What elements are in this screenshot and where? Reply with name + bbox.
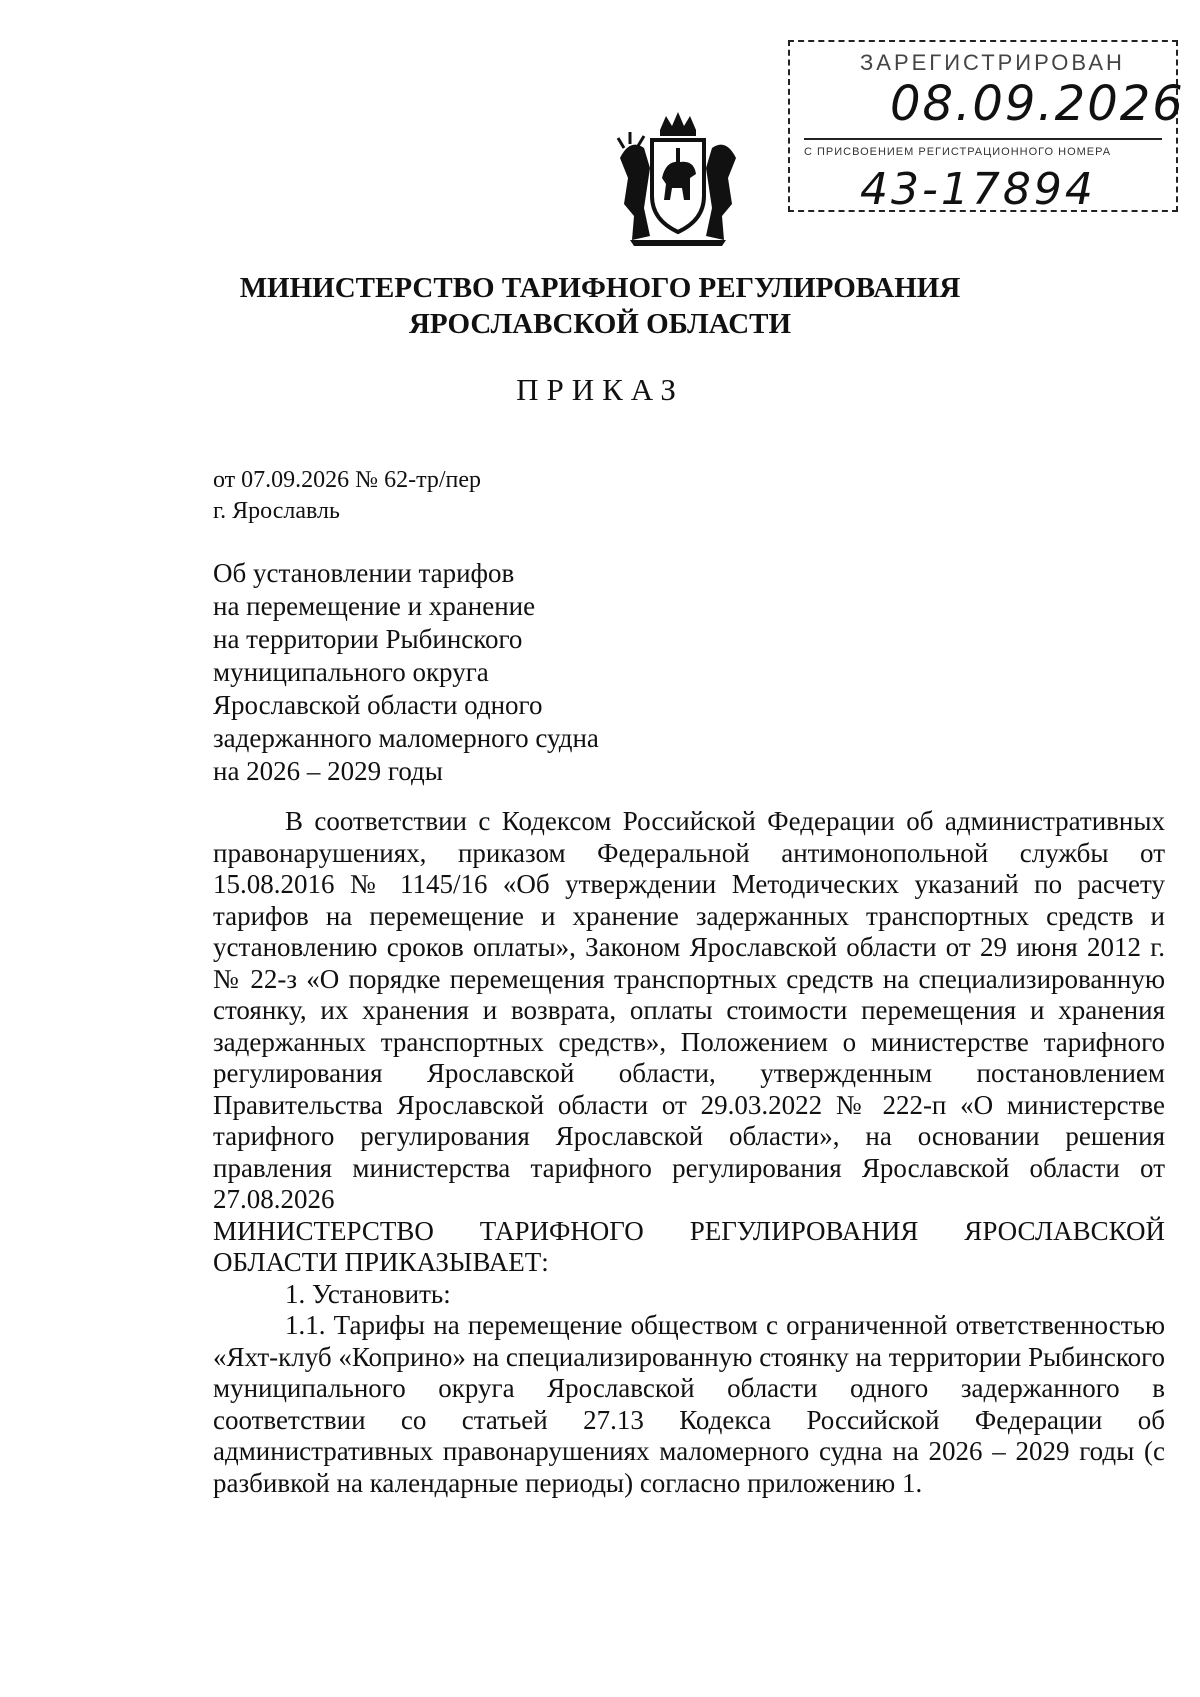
item-1: 1. Установить:: [285, 1278, 451, 1309]
ministry-name: [0, 270, 1200, 342]
subject-line: на перемещение и хранение: [213, 591, 536, 621]
ministry-name-line1: МИНИСТЕРСТВО ТАРИФНОГО РЕГУЛИРОВАНИЯ: [239, 272, 961, 304]
subject-line: на 2026 – 2029 годы: [213, 756, 443, 786]
stamp-divider: [804, 138, 1162, 140]
subject-line: Ярославской области одного: [213, 690, 543, 720]
stamp-header: ЗАРЕГИСТРИРОВАН: [860, 50, 1125, 75]
stamp-date: 08.09.2026: [890, 76, 1185, 132]
stamp-reg-number: 43-17894: [860, 164, 1096, 215]
document-meta: [213, 465, 481, 527]
place: г. Ярославль: [213, 498, 340, 524]
date-and-number: от 07.09.2026 № 62-тр/пер: [213, 467, 482, 493]
item-1-1: 1.1. Тарифы на перемещение обществом с ограниченной ответственностью «Яхт-клуб «Коприно» на специализированную стоянку на территории Рыбинского муниципального округа Ярославской области одного задержанного в соответствии со статьей 27.13 Кодекса Российской Федерации об административных правонарушениях маломерного судна на 2026 – 2029 годы (с разбивкой на календарные периоды) согласно приложению 1.: [213, 1310, 1165, 1498]
ministry-name-line2: ЯРОСЛАВСКОЙ ОБЛАСТИ: [408, 308, 792, 340]
subject-line: на территории Рыбинского: [213, 624, 523, 654]
subject-line: Об установлении тарифов: [213, 558, 515, 588]
coat-of-arms-icon: [610, 108, 746, 248]
document-type-title: ПРИКАЗ: [516, 372, 684, 407]
preamble-paragraph: В соответствии с Кодексом Российской Федерации об административных правонарушениях, приказом Федеральной антимонопольной службы от 15.08.2016 № 1145/16 «Об утверждении Методических указаний по расчету тарифов на перемещение и хранение задержанных транспортных средств и установлению сроков оплаты», Законом Ярославской области от 29 июня 2012 г. № 22-з «О порядке перемещения транспортных средств на специализированную стоянку, их хранения и возврата, оплаты стоимости перемещения и хранения задержанных транспортных средств», Положением о министерстве тарифного регулирования Ярославской области, утвержденным постановлением Правительства Ярославской области от 29.03.2022 № 222-п «О министерстве тарифного регулирования Ярославской области», на основании решения правления министерства тарифного регулирования Ярославской области от 27.08.2026: [213, 806, 1165, 1214]
registration-stamp: [788, 40, 1185, 215]
document-subject: [213, 557, 599, 788]
subject-line: задержанного маломерного судна: [213, 723, 599, 753]
stamp-reg-label: С ПРИСВОЕНИЕМ РЕГИСТРАЦИОННОГО НОМЕРА: [804, 146, 1112, 158]
order-phrase: МИНИСТЕРСТВО ТАРИФНОГО РЕГУЛИРОВАНИЯ ЯРОСЛАВСКОЙ ОБЛАСТИ ПРИКАЗЫВАЕТ:: [213, 1215, 1165, 1277]
document-body: [213, 806, 1165, 1499]
subject-line: муниципального округа: [213, 657, 489, 687]
